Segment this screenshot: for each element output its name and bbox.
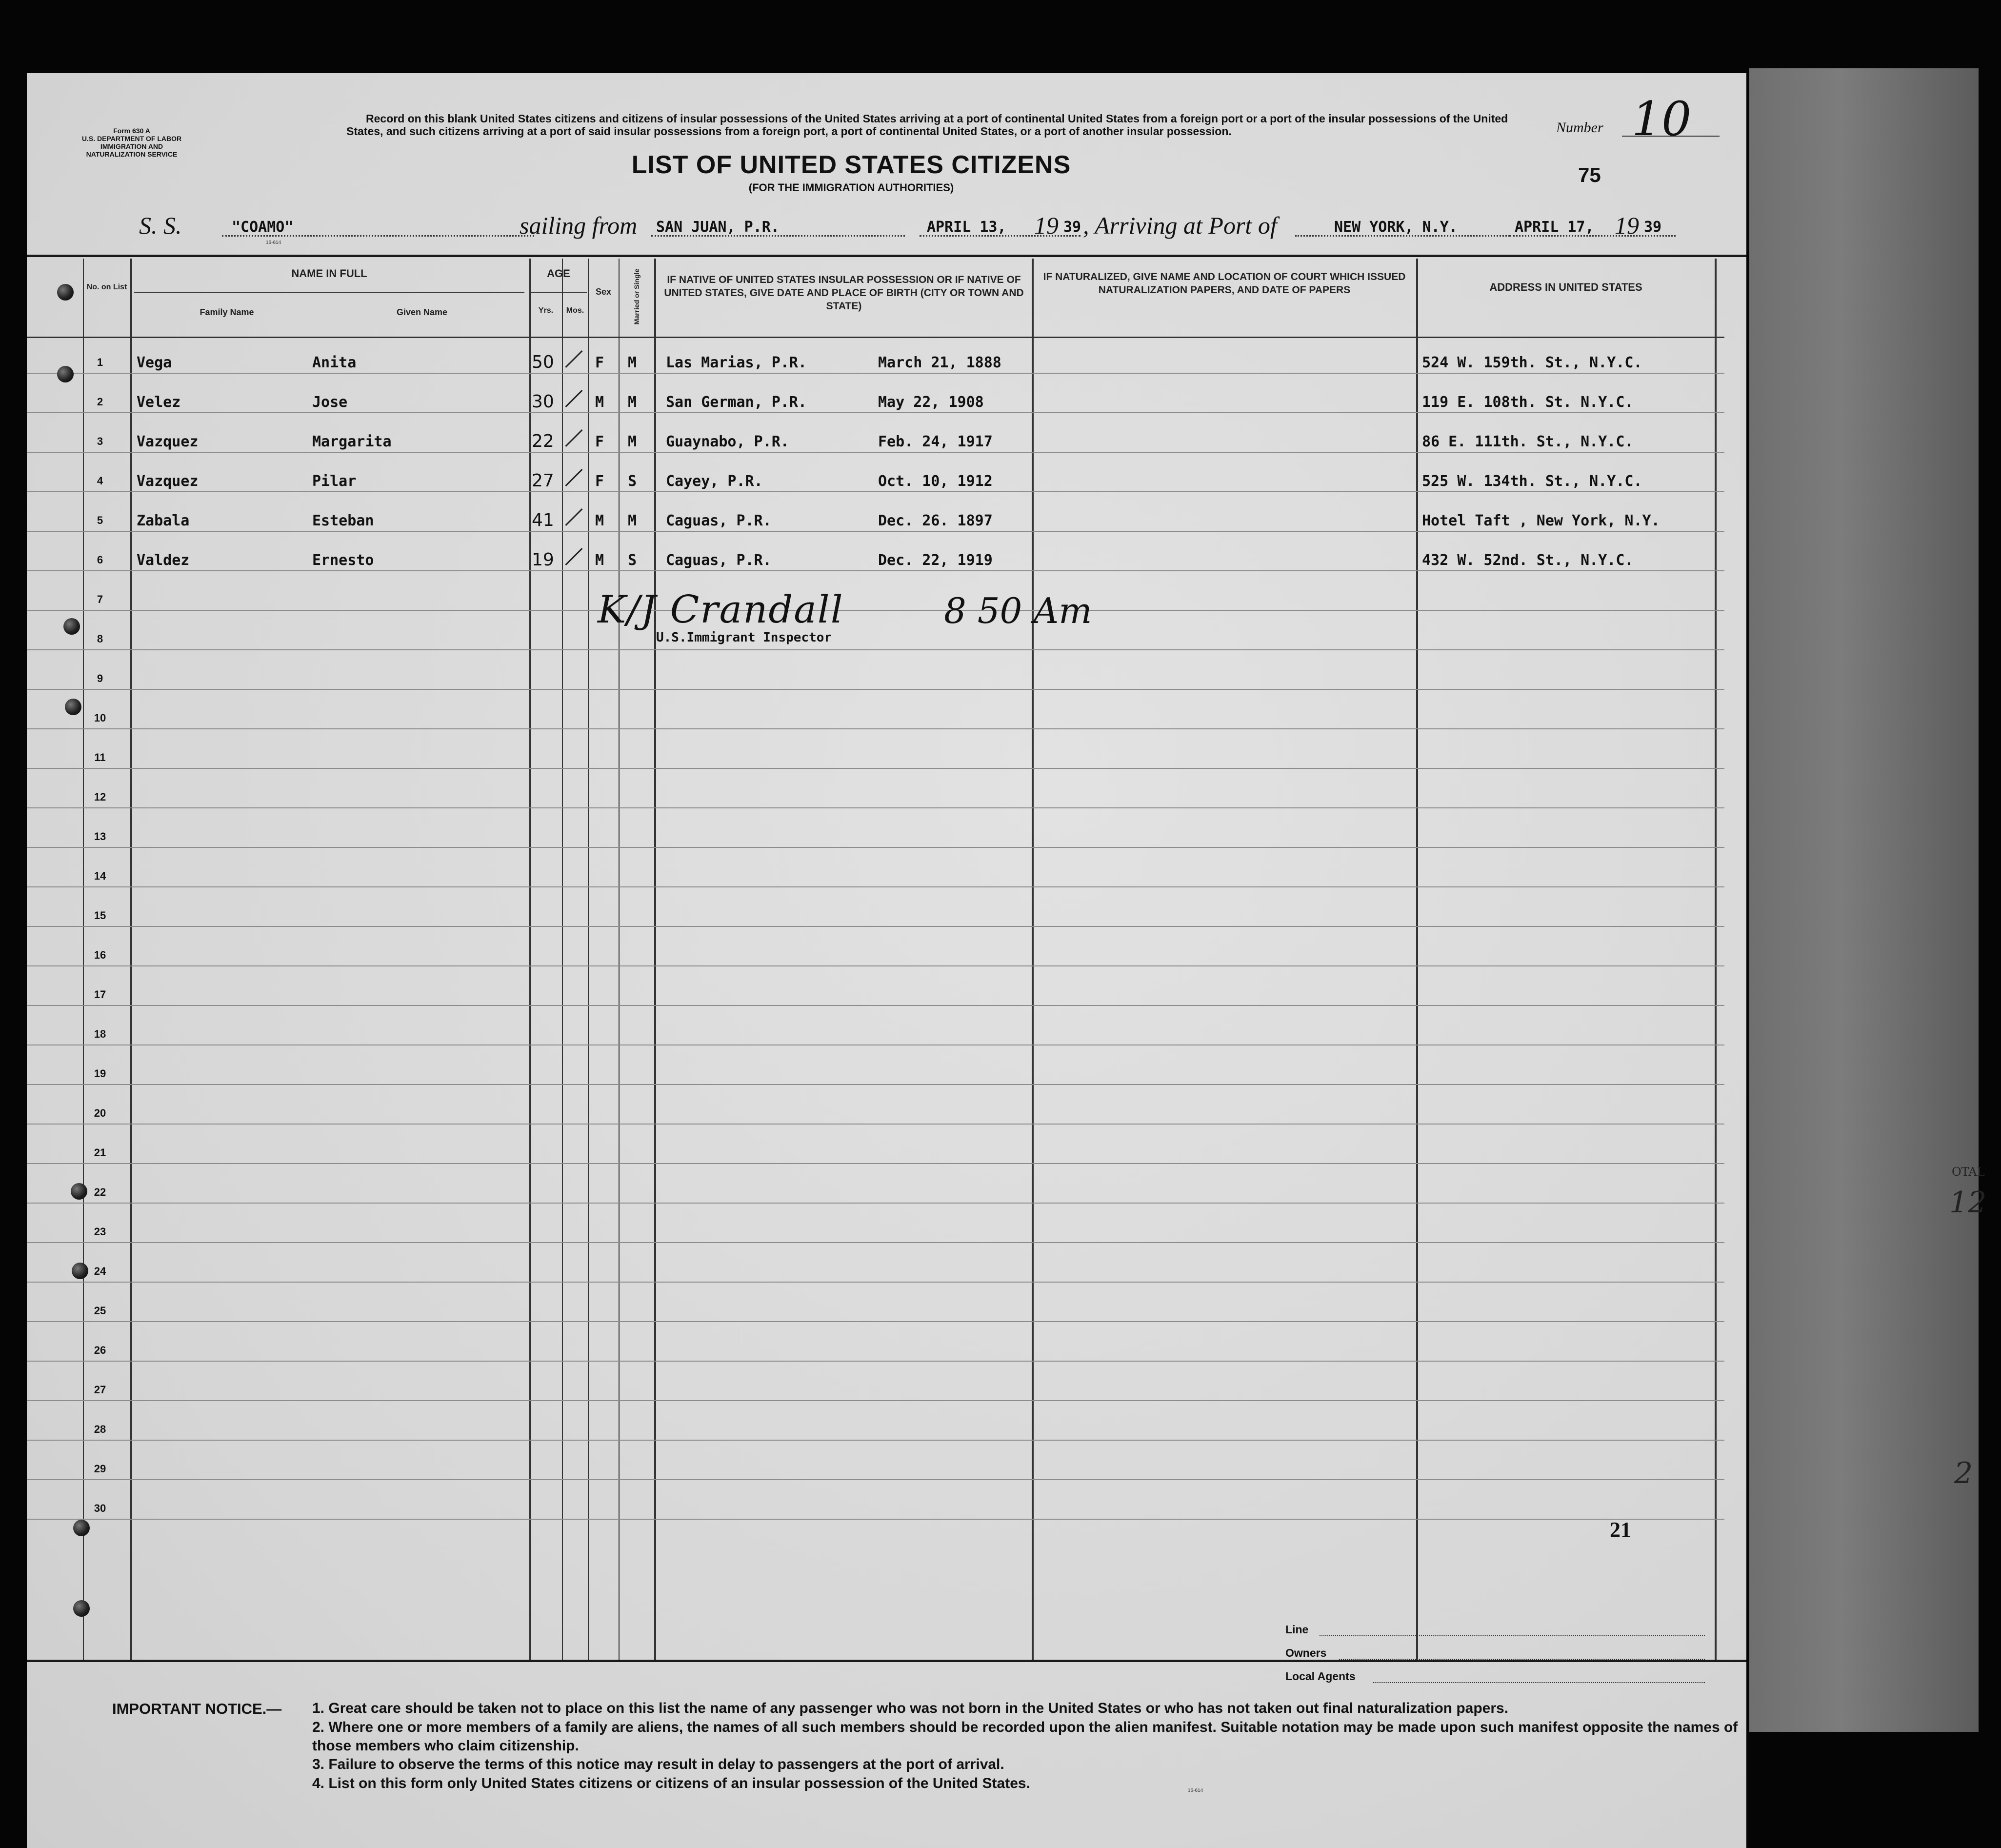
col-header-age: AGE [547, 267, 570, 280]
col-header-family: Family Name [200, 307, 254, 317]
line-number: 29 [94, 1463, 106, 1475]
line-number: 9 [97, 672, 103, 684]
line-number: 10 [94, 712, 106, 724]
sail-year-suffix: 39 [1063, 219, 1081, 236]
ruled-line [27, 452, 1724, 453]
family-name-cell: Vega [137, 354, 172, 371]
marital-status-cell: M [628, 433, 637, 450]
footer-agents-field [1373, 1682, 1705, 1683]
ruled-line [27, 1124, 1724, 1125]
given-name-cell: Margarita [312, 433, 392, 450]
col-header-naturalized: IF NATURALIZED, GIVE NAME AND LOCATION OF COURT WHICH ISSUED NATURALIZATION PAPERS, AND DATE OF PAPERS [1043, 271, 1406, 296]
col-header-name: NAME IN FULL [291, 267, 367, 280]
line-number: 6 [97, 554, 103, 566]
ruled-line [27, 689, 1724, 690]
number-underline [1622, 136, 1720, 137]
line-number: 26 [94, 1344, 106, 1356]
inspector-signature: K/J Crandall [598, 588, 844, 632]
arrival-year-prefix: 19 [1615, 212, 1639, 239]
form-department: U.S. DEPARTMENT OF LABOR [81, 135, 182, 142]
col-rule-family [130, 259, 132, 1660]
line-number: 1 [97, 356, 103, 368]
given-name-cell: Anita [312, 354, 357, 371]
line-number: 11 [94, 751, 106, 763]
col-rule-mos [562, 259, 563, 1660]
ruled-line [27, 1479, 1724, 1480]
sex-cell: M [595, 512, 604, 529]
sex-cell: F [595, 473, 604, 490]
departure-underline [651, 234, 905, 237]
marital-status-cell: M [628, 512, 637, 529]
table-bottom-rule [27, 1660, 1746, 1662]
marital-status-cell: M [628, 354, 637, 371]
col-header-marital: Married or Single [633, 268, 640, 325]
marital-status-cell: S [628, 473, 637, 490]
form-number: Form 630 A [113, 127, 150, 135]
page-title: LIST OF UNITED STATES CITIZENS [631, 151, 1071, 179]
form-identifier [76, 127, 188, 158]
col-header-given: Given Name [396, 307, 448, 317]
birth-place-cell: Cayey, P.R. [666, 473, 763, 490]
family-name-cell: Vazquez [137, 473, 199, 490]
sex-cell: F [595, 354, 604, 371]
line-number: 15 [94, 909, 106, 922]
arrival-date: APRIL 17, [1515, 219, 1594, 236]
birth-date-cell: Dec. 22, 1919 [878, 552, 993, 569]
arrival-year-suffix: 39 [1644, 219, 1662, 236]
age-cell: 30 [532, 392, 554, 412]
margin-total-value: 12 [1949, 1185, 1987, 1220]
line-number: 20 [94, 1107, 106, 1119]
notice-heading: IMPORTANT NOTICE.— [112, 1700, 282, 1717]
line-number: 25 [94, 1305, 106, 1317]
age-cell: 41 [532, 510, 554, 530]
birth-place-cell: Guaynabo, P.R. [666, 433, 789, 450]
age-header-rule [530, 292, 587, 293]
line-number: 22 [94, 1186, 106, 1198]
page-total: 21 [1610, 1518, 1631, 1542]
binder-hole [72, 1263, 88, 1279]
arrival-port: NEW YORK, N.Y. [1334, 219, 1458, 236]
binder-hole [73, 1520, 90, 1536]
age-cell: 27 [532, 471, 554, 491]
marital-status-cell: M [628, 394, 637, 411]
ruled-line [27, 531, 1724, 532]
col-header-sex: Sex [595, 287, 612, 297]
ruled-line [27, 1282, 1724, 1283]
line-number: 3 [97, 435, 103, 447]
form-instructions: Record on this blank United States citizens and citizens of insular possessions of the United States arriving at a port of continental United States from a foreign port or a port of the insular possessions of the United States, and such citizens arriving at a port of said insular possessions from a foreign port, a port of continental United States, or a port of another insular possession. [346, 112, 1508, 138]
ruled-line [27, 570, 1724, 571]
marital-status-cell: S [628, 552, 637, 569]
address-cell: 525 W. 134th. St., N.Y.C. [1422, 473, 1642, 490]
ruled-line [27, 1163, 1724, 1164]
line-number: 12 [94, 791, 106, 803]
line-number: 18 [94, 1028, 106, 1040]
ruled-line [27, 373, 1724, 374]
ruled-line [27, 1242, 1724, 1243]
birth-date-cell: May 22, 1908 [878, 394, 984, 411]
line-number: 24 [94, 1265, 106, 1277]
line-number: 2 [97, 396, 103, 408]
page-subtitle: (FOR THE IMMIGRATION AUTHORITIES) [748, 181, 954, 194]
line-number: 8 [97, 633, 103, 645]
given-name-cell: Esteban [312, 512, 374, 529]
inspector-title: U.S.Immigrant Inspector [656, 630, 832, 645]
birth-place-cell: Las Marias, P.R. [666, 354, 807, 371]
name-header-rule [134, 292, 524, 293]
address-cell: Hotel Taft , New York, N.Y. [1422, 512, 1660, 529]
col-rule-age [529, 259, 531, 1660]
birth-place-cell: Caguas, P.R. [666, 512, 772, 529]
sex-cell: M [595, 394, 604, 411]
notice-item-4: 4. List on this form only United States citizens or citizens of an insular possession of the United States. [312, 1775, 1030, 1791]
ruled-line [27, 807, 1724, 808]
address-cell: 86 E. 111th. St., N.Y.C. [1422, 433, 1634, 450]
departure-port: SAN JUAN, P.R. [656, 219, 780, 236]
col-header-address: ADDRESS IN UNITED STATES [1489, 281, 1642, 293]
family-name-cell: Vazquez [137, 433, 199, 450]
address-cell: 524 W. 159th. St., N.Y.C. [1422, 354, 1642, 371]
col-rule-birth [654, 259, 656, 1660]
address-cell: 432 W. 52nd. St., N.Y.C. [1422, 552, 1634, 569]
ruled-line [27, 847, 1724, 848]
binder-hole [57, 366, 74, 382]
line-number: 19 [94, 1067, 106, 1080]
age-cell: 50 [532, 352, 554, 372]
notice-item-2: 2. Where one or more members of a family are aliens, the names of all such members should be recorded upon the alien manifest. Suitable notation may be made upon such manifest opposite the names of those members who claim citizenship. [312, 1719, 1738, 1754]
line-number: 14 [94, 870, 106, 882]
notice-item-3: 3. Failure to observe the terms of this notice may result in delay to passengers at the port of arrival. [312, 1756, 1004, 1772]
col-rule-naturalized [1032, 259, 1034, 1660]
arrival-underline [1295, 234, 1510, 237]
family-name-cell: Valdez [137, 552, 190, 569]
line-number: 16 [94, 949, 106, 961]
birth-date-cell: Dec. 26. 1897 [878, 512, 993, 529]
col-rule-marital [619, 259, 620, 1660]
margin-total-label: OTAL [1952, 1165, 1985, 1179]
age-cell: 19 [532, 550, 554, 570]
line-number: 28 [94, 1423, 106, 1435]
line-number: 27 [94, 1384, 106, 1396]
ruled-line [27, 1084, 1724, 1085]
arrival-date-underline [1510, 234, 1676, 237]
manifest-page [27, 73, 1746, 1848]
print-code-bottom: 16-614 [1188, 1788, 1203, 1793]
binder-hole [65, 699, 81, 715]
birth-place-cell: San German, P.R. [666, 394, 807, 411]
sex-cell: F [595, 433, 604, 450]
birth-date-cell: March 21, 1888 [878, 354, 1001, 371]
binder-hole [71, 1183, 87, 1200]
number-label: Number [1556, 120, 1603, 136]
line-number: 21 [94, 1146, 106, 1159]
age-cell: 22 [532, 431, 554, 451]
check-mark [565, 390, 582, 407]
line-number: 17 [94, 988, 106, 1001]
birth-date-cell: Oct. 10, 1912 [878, 473, 993, 490]
ruled-line [27, 610, 1724, 611]
table-top-rule [27, 255, 1746, 257]
col-rule-address [1416, 259, 1418, 1660]
ship-name: "COAMO" [232, 219, 294, 236]
ruled-line [27, 926, 1724, 927]
col-rule-right [1715, 259, 1717, 1660]
check-mark [565, 508, 582, 526]
binder-hole [57, 284, 74, 301]
check-mark [565, 548, 582, 565]
sail-year-prefix: 19 [1034, 212, 1059, 239]
ship-underline [222, 234, 534, 237]
sheet-number: 75 [1578, 163, 1601, 186]
ruled-line [27, 412, 1724, 413]
adjacent-page-strip [1749, 68, 1987, 1732]
footer-line-field [1320, 1635, 1705, 1636]
form-service-line1: IMMIGRATION AND [100, 142, 163, 150]
margin-lower-value: 2 [1954, 1456, 1973, 1490]
sex-cell: M [595, 552, 604, 569]
line-number: 30 [94, 1502, 106, 1514]
ruled-line [27, 649, 1724, 650]
given-name-cell: Pilar [312, 473, 357, 490]
given-name-cell: Jose [312, 394, 348, 411]
print-code-top: 16-614 [266, 240, 281, 245]
ruled-line [27, 768, 1724, 769]
check-mark [565, 429, 582, 447]
signature-annotation: 8 50 Am [944, 590, 1092, 631]
line-number: 23 [94, 1225, 106, 1238]
line-number: 7 [97, 593, 103, 605]
number-value: 10 [1632, 92, 1692, 146]
line-number: 5 [97, 514, 103, 526]
line-number: 4 [97, 475, 103, 487]
footer-agents-label: Local Agents [1285, 1670, 1356, 1683]
ruled-line [27, 1400, 1724, 1401]
ruled-line [27, 886, 1724, 887]
sailing-from-label: sailing from [520, 212, 638, 239]
footer-line-label: Line [1285, 1623, 1309, 1636]
col-header-mos: Mos. [566, 306, 584, 315]
ruled-line [27, 1321, 1724, 1322]
given-name-cell: Ernesto [312, 552, 374, 569]
footer-owners-field [1339, 1659, 1705, 1660]
ruled-line [27, 1440, 1724, 1441]
header-bottom-rule [27, 337, 1724, 338]
birth-date-cell: Feb. 24, 1917 [878, 433, 993, 450]
binder-hole [63, 618, 80, 635]
ruled-line [27, 491, 1724, 492]
arriving-label: , Arriving at Port of [1083, 212, 1277, 239]
ruled-line [27, 965, 1724, 966]
check-mark [565, 469, 582, 486]
sail-date-underline [920, 234, 1081, 237]
line-number: 13 [94, 830, 106, 843]
binder-hole [73, 1600, 90, 1617]
notice-item-1: 1. Great care should be taken not to place on this list the name of any passenger who was not born in the United States or who has not taken out final naturalization papers. [312, 1700, 1509, 1716]
col-header-no: No. on List [86, 283, 127, 291]
family-name-cell: Zabala [137, 512, 190, 529]
ruled-line [27, 1519, 1724, 1520]
col-header-birth: IF NATIVE OF UNITED STATES INSULAR POSSESSION OR IF NATIVE OF UNITED STATES, GIVE DATE AND PLACE OF BIRTH (CITY OR TOWN AND STATE) [664, 274, 1024, 312]
ruled-line [27, 728, 1724, 729]
ruled-line [27, 1361, 1724, 1362]
ss-label: S. S. [139, 212, 182, 239]
col-header-yrs: Yrs. [538, 306, 554, 315]
form-service-line2: NATURALIZATION SERVICE [86, 150, 178, 158]
col-rule-sex [588, 259, 589, 1660]
ruled-line [27, 1005, 1724, 1006]
sail-date: APRIL 13, [927, 219, 1006, 236]
address-cell: 119 E. 108th. St. N.Y.C. [1422, 394, 1634, 411]
birth-place-cell: Caguas, P.R. [666, 552, 772, 569]
check-mark [565, 350, 582, 368]
family-name-cell: Velez [137, 394, 181, 411]
footer-owners-label: Owners [1285, 1647, 1327, 1659]
ruled-line [27, 1203, 1724, 1204]
col-rule-no [83, 259, 84, 1660]
